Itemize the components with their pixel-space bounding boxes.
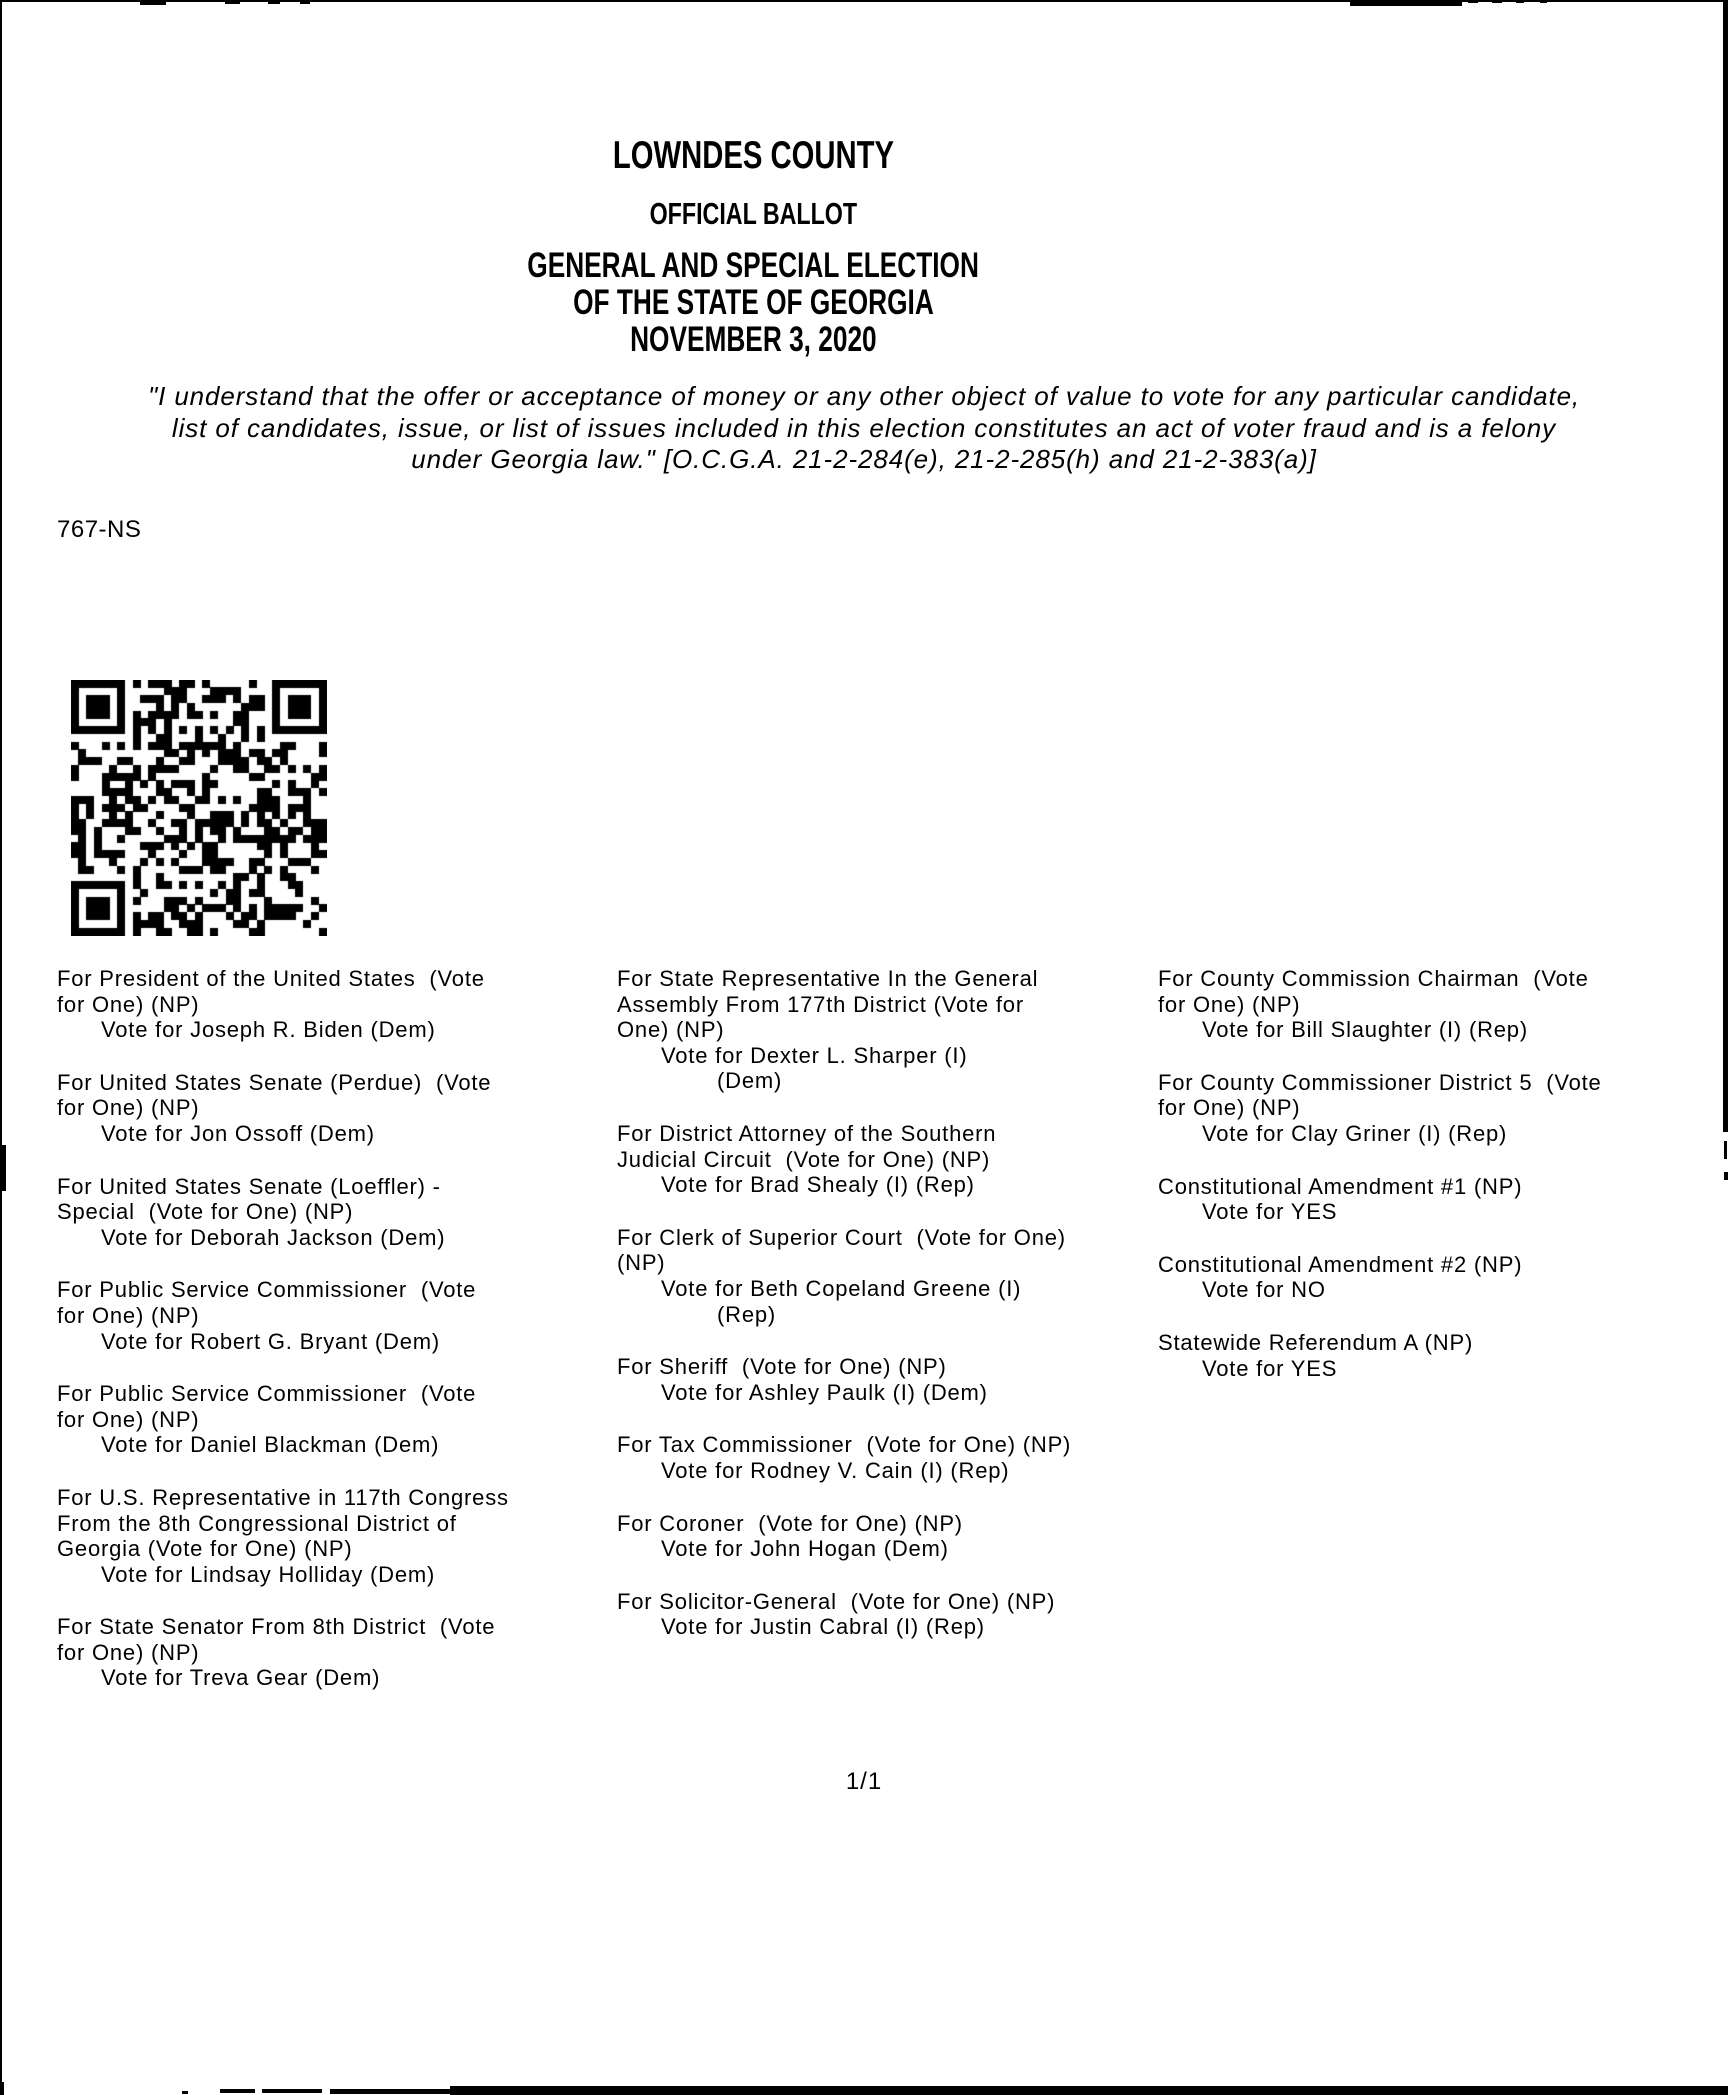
ballot-column-2 bbox=[617, 966, 1147, 1667]
contest-title-line: (NP) bbox=[617, 1250, 666, 1276]
candidate-line: Vote for Rodney V. Cain (I) (Rep) bbox=[661, 1457, 1010, 1483]
contest bbox=[617, 1589, 1147, 1640]
contest bbox=[57, 1174, 597, 1251]
candidate-line: Vote for Daniel Blackman (Dem) bbox=[101, 1432, 440, 1458]
contest-title-line: For State Representative In the General bbox=[617, 966, 1039, 991]
scan-artifact bbox=[1516, 0, 1524, 3]
candidate-line: Vote for Dexter L. Sharper (I) bbox=[661, 1042, 968, 1068]
candidate-line: Vote for Ashley Paulk (I) (Dem) bbox=[661, 1379, 988, 1405]
contest bbox=[1158, 1252, 1718, 1303]
election-name-line: GENERAL AND SPECIAL ELECTION bbox=[527, 246, 979, 285]
contest bbox=[57, 1070, 597, 1147]
contest-title-line: For Public Service Commissioner (Vote bbox=[57, 1381, 477, 1407]
contest-title-line: for One) (NP) bbox=[57, 1406, 200, 1432]
contest bbox=[617, 1432, 1147, 1483]
contest bbox=[57, 1381, 597, 1458]
candidate-line: Vote for Brad Shealy (I) (Rep) bbox=[661, 1172, 975, 1198]
candidate-line: Vote for Robert G. Bryant (Dem) bbox=[101, 1328, 441, 1354]
contest bbox=[617, 1225, 1147, 1327]
candidate-line: Vote for John Hogan (Dem) bbox=[661, 1536, 949, 1562]
ballot-style-id: 767-NS bbox=[57, 516, 142, 543]
contest-title-line: For Tax Commissioner (Vote for One) (NP) bbox=[617, 1432, 1072, 1458]
contest-title-line: For Clerk of Superior Court (Vote for One) bbox=[617, 1224, 1066, 1250]
candidate-line: Vote for YES bbox=[1202, 1355, 1338, 1381]
contest-title-line: for One) (NP) bbox=[57, 1095, 200, 1121]
county-title: LOWNDES COUNTY bbox=[612, 134, 894, 177]
election-date-line: NOVEMBER 3, 2020 bbox=[629, 320, 877, 359]
contest-title-line: For District Attorney of the Southern bbox=[617, 1120, 997, 1146]
contest-title-line: for One) (NP) bbox=[57, 1302, 200, 1328]
candidate-line: (Rep) bbox=[717, 1301, 777, 1327]
scan-artifact bbox=[1468, 0, 1478, 3]
contest bbox=[1158, 966, 1718, 1043]
contest bbox=[1158, 1330, 1718, 1381]
scan-artifact bbox=[225, 0, 240, 4]
scan-artifact bbox=[262, 2089, 322, 2093]
contest-title-line: For President of the United States (Vote bbox=[57, 966, 485, 991]
voter-fraud-disclaimer bbox=[0, 381, 1728, 476]
contest-title-line: For County Commission Chairman (Vote bbox=[1158, 966, 1589, 991]
candidate-line: Vote for Justin Cabral (I) (Rep) bbox=[661, 1614, 985, 1640]
scan-artifact-bottom-line bbox=[450, 2086, 1728, 2095]
contest bbox=[617, 966, 1147, 1094]
contest-title-line: For Public Service Commissioner (Vote bbox=[57, 1277, 477, 1303]
disclaimer-line: "I understand that the offer or acceptance of money or any other object of value to vote for any particular candidate, bbox=[147, 381, 1581, 411]
contest-title-line: Judicial Circuit (Vote for One) (NP) bbox=[617, 1146, 991, 1172]
qr-code-icon bbox=[71, 680, 327, 936]
scan-artifact bbox=[1724, 1172, 1728, 1180]
official-ballot-subtitle: OFFICIAL BALLOT bbox=[649, 196, 857, 231]
candidate-line: Vote for Lindsay Holliday (Dem) bbox=[101, 1561, 436, 1587]
scan-artifact-right-line bbox=[1723, 0, 1728, 1132]
scan-artifact bbox=[300, 0, 310, 4]
scan-artifact bbox=[140, 0, 166, 5]
scan-artifact bbox=[220, 2089, 255, 2093]
disclaimer-line: under Georgia law." [O.C.G.A. 21-2-284(e), 21-2-285(h) and 21-2-383(a)] bbox=[411, 444, 1317, 474]
candidate-line: (Dem) bbox=[717, 1068, 783, 1094]
contest-title-line: For United States Senate (Perdue) (Vote bbox=[57, 1069, 492, 1095]
scan-artifact bbox=[0, 2082, 4, 2095]
scan-artifact bbox=[1350, 0, 1462, 6]
candidate-line: Vote for Beth Copeland Greene (I) bbox=[661, 1275, 1022, 1301]
candidate-line: Vote for Jon Ossoff (Dem) bbox=[101, 1120, 375, 1146]
ballot-column-1 bbox=[57, 966, 597, 1718]
contest-title-line: Assembly From 177th District (Vote for bbox=[617, 991, 1024, 1017]
scan-artifact bbox=[1724, 1141, 1727, 1159]
contest bbox=[57, 966, 597, 1043]
contest-title-line: Statewide Referendum A (NP) bbox=[1158, 1329, 1474, 1355]
candidate-line: Vote for YES bbox=[1202, 1199, 1338, 1225]
contest-title-line: For Solicitor-General (Vote for One) (NP) bbox=[617, 1588, 1056, 1614]
contest bbox=[57, 1485, 597, 1587]
election-state-line: OF THE STATE OF GEORGIA bbox=[572, 283, 934, 322]
candidate-line: Vote for Joseph R. Biden (Dem) bbox=[101, 1017, 436, 1043]
candidate-line: Vote for Deborah Jackson (Dem) bbox=[101, 1224, 446, 1250]
contest-title-line: For Sheriff (Vote for One) (NP) bbox=[617, 1354, 947, 1380]
scan-artifact-left-line bbox=[0, 0, 2, 2095]
disclaimer-line: list of candidates, issue, or list of issues included in this election constitutes an act of voter fraud and is a felony bbox=[171, 412, 1557, 443]
contest bbox=[57, 1277, 597, 1354]
contest-title-line: for One) (NP) bbox=[57, 991, 200, 1017]
contest-title-line: For State Senator From 8th District (Vote bbox=[57, 1614, 496, 1640]
contest-title-line: Constitutional Amendment #1 (NP) bbox=[1158, 1173, 1523, 1199]
contest-title-line: For United States Senate (Loeffler) - bbox=[57, 1173, 441, 1199]
candidate-line: Vote for NO bbox=[1202, 1277, 1326, 1303]
contest bbox=[1158, 1174, 1718, 1225]
contest-title-line: for One) (NP) bbox=[1158, 1095, 1301, 1121]
scan-artifact bbox=[330, 2089, 450, 2094]
candidate-line: Vote for Treva Gear (Dem) bbox=[101, 1665, 381, 1691]
contest bbox=[617, 1511, 1147, 1562]
page-number: 1/1 bbox=[845, 1768, 883, 1795]
contest-title-line: Constitutional Amendment #2 (NP) bbox=[1158, 1251, 1523, 1277]
contest bbox=[57, 1614, 597, 1691]
contest-title-line: For U.S. Representative in 117th Congress bbox=[57, 1484, 509, 1510]
contest-title-line: From the 8th Congressional District of bbox=[57, 1510, 457, 1536]
scan-artifact bbox=[268, 0, 280, 4]
contest bbox=[1158, 1070, 1718, 1147]
contest bbox=[617, 1121, 1147, 1198]
contest-title-line: For Coroner (Vote for One) (NP) bbox=[617, 1510, 963, 1536]
scan-artifact bbox=[0, 1145, 6, 1191]
candidate-line: Vote for Clay Griner (I) (Rep) bbox=[1202, 1120, 1508, 1146]
contest-title-line: Special (Vote for One) (NP) bbox=[57, 1199, 354, 1225]
contest-title-line: One) (NP) bbox=[617, 1017, 725, 1043]
scan-artifact bbox=[1540, 0, 1547, 3]
scan-artifact bbox=[182, 2091, 188, 2094]
contest-title-line: for One) (NP) bbox=[1158, 991, 1301, 1017]
contest-title-line: Georgia (Vote for One) (NP) bbox=[57, 1536, 353, 1562]
contest bbox=[617, 1354, 1147, 1405]
scan-artifact bbox=[1492, 0, 1502, 3]
candidate-line: Vote for Bill Slaughter (I) (Rep) bbox=[1202, 1017, 1528, 1043]
contest-title-line: For County Commissioner District 5 (Vote bbox=[1158, 1069, 1602, 1095]
ballot-column-3 bbox=[1158, 966, 1718, 1408]
contest-title-line: for One) (NP) bbox=[57, 1639, 200, 1665]
